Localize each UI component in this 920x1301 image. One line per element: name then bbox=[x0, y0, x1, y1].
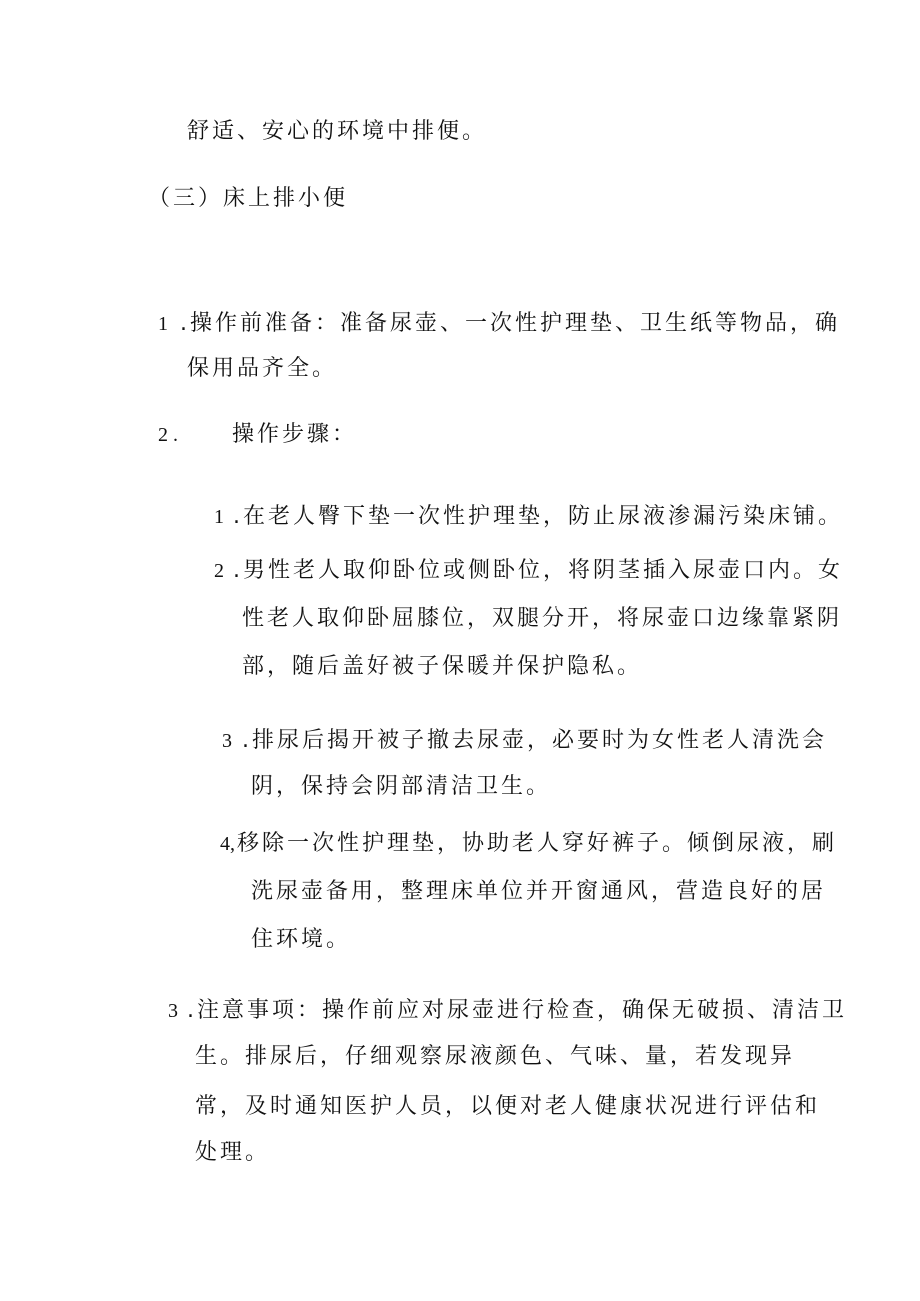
step-4-number: 4, bbox=[220, 833, 235, 855]
step-3-line: 阴，保持会阴部清洁卫生。 bbox=[251, 774, 552, 799]
step-2-number: 2 bbox=[214, 560, 224, 582]
item-3-line: .注意事项：操作前应对尿壶进行检查，确保无破损、清洁卫 bbox=[187, 998, 847, 1023]
item-1-line-2: 保用品齐全。 bbox=[187, 356, 338, 381]
step-1-number: 1 bbox=[214, 506, 224, 528]
item-1-line-1: .操作前准备：准备尿壶、一次性护理垫、卫生纸等物品，确 bbox=[180, 311, 840, 336]
item-3-line: 处理。 bbox=[195, 1140, 271, 1165]
step-2-line: .男性老人取仰卧位或侧卧位，将阴茎插入尿壶口内。女 bbox=[233, 558, 843, 583]
step-2-line: 部，随后盖好被子保暖并保护隐私。 bbox=[242, 654, 643, 679]
step-3-line: .排尿后揭开被子撤去尿壶，必要时为女性老人清洗会 bbox=[242, 728, 827, 753]
step-4-line: 住环境。 bbox=[251, 927, 352, 952]
step-4-line: 移除一次性护理垫，协助老人穿好裤子。倾倒尿液，刷 bbox=[237, 831, 838, 856]
item-2-number: 2 . bbox=[158, 424, 178, 446]
section-heading: （三）床上排小便 bbox=[148, 186, 349, 211]
step-1-line: .在老人臀下垫一次性护理垫，防止尿液渗漏污染床铺。 bbox=[233, 504, 843, 529]
step-2-line: 性老人取仰卧屈膝位，双腿分开，将尿壶口边缘靠紧阴 bbox=[242, 606, 843, 631]
item-2-title: 操作步骤： bbox=[232, 422, 358, 447]
item-1-number: 1 bbox=[158, 313, 168, 335]
item-3-line: 常，及时通知医护人员，以便对老人健康状况进行评估和 bbox=[195, 1094, 821, 1119]
step-4-line: 洗尿壶备用，整理床单位并开窗通风，营造良好的居 bbox=[251, 879, 827, 904]
intro-continuation: 舒适、安心的环境中排便。 bbox=[187, 119, 488, 144]
item-3-line: 生。排尿后，仔细观察尿液颜色、气味、量，若发现异 bbox=[195, 1044, 796, 1069]
item-3-number: 3 bbox=[168, 1000, 178, 1022]
step-3-number: 3 bbox=[222, 730, 232, 752]
